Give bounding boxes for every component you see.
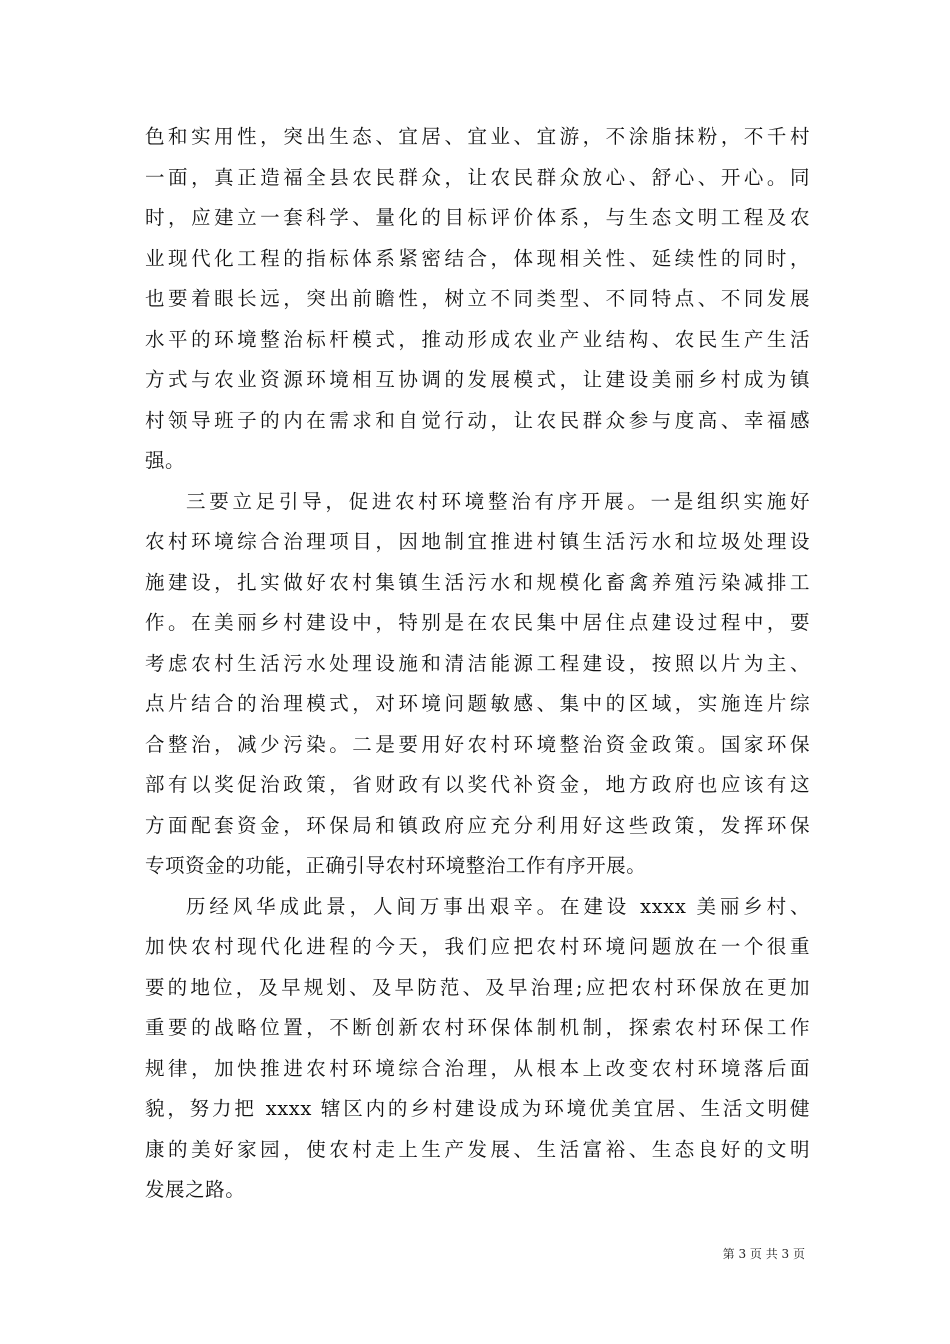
text-line: 村领导班子的内在需求和自觉行动，让农民群众参与度高、幸福感 [145, 408, 810, 432]
body-text [145, 117, 810, 1211]
text-line: 时，应建立一套科学、量化的目标评价体系，与生态文明工程及农 [145, 206, 810, 229]
text-line: 强。 [145, 449, 186, 472]
text-line: 部有以奖促治政策，省财政有以奖代补资金，地方政府也应该有这 [145, 773, 810, 796]
text-line: 方式与农业资源环境相互协调的发展模式，让建设美丽乡村成为镇 [145, 368, 810, 391]
text-line: 施建设，扎实做好农村集镇生活污水和规模化畜禽养殖污染减排工 [145, 570, 810, 594]
text-line: 重要的战略位置，不断创新农村环保体制机制，探索农村环保工作 [145, 1016, 810, 1039]
text-line: 点片结合的治理模式，对环境问题敏感、集中的区域，实施连片综 [145, 692, 810, 715]
text-line: 一面，真正造福全县农民群众，让农民群众放心、舒心、开心。同 [145, 165, 810, 189]
text-line: 貌，努力把 xxxx 辖区内的乡村建设成为环境优美宜居、生活文明健 [145, 1097, 810, 1120]
text-line: 水平的环境整治标杆模式，推动形成农业产业结构、农民生产生活 [145, 327, 810, 351]
text-line: 康的美好家园，使农村走上生产发展、生活富裕、生态良好的文明 [145, 1137, 810, 1161]
paragraph-first-line: 三要立足引导，促进农村环境整治有序开展。一是组织实施好 [186, 489, 810, 513]
text-line: 要的地位，及早规划、及早防范、及早治理;应把农村环保放在更加 [145, 975, 810, 999]
text-line: 加快农村现代化进程的今天，我们应把农村环境问题放在一个很重 [145, 935, 810, 958]
text-line: 也要着眼长远，突出前瞻性，树立不同类型、不同特点、不同发展 [145, 287, 810, 310]
text-line: 农村环境综合治理项目，因地制宜推进村镇生活污水和垃圾处理设 [145, 530, 810, 553]
paragraph-first-line: 历经风华成此景，人间万事出艰辛。在建设 xxxx 美丽乡村、 [186, 894, 810, 918]
text-line: 专项资金的功能，正确引导农村环境整治工作有序开展。 [145, 854, 647, 877]
text-line: 业现代化工程的指标体系紧密结合，体现相关性、延续性的同时， [145, 246, 810, 270]
text-line: 发展之路。 [145, 1178, 246, 1201]
page-number: 第 3 页 共 3 页 [722, 1247, 805, 1261]
text-line: 作。在美丽乡村建设中，特别是在农民集中居住点建设过程中，要 [145, 611, 810, 634]
text-line: 合整治，减少污染。二是要用好农村环境整治资金政策。国家环保 [145, 732, 810, 756]
text-line: 考虑农村生活污水处理设施和清洁能源工程建设，按照以片为主、 [145, 651, 810, 675]
text-line: 色和实用性，突出生态、宜居、宜业、宜游，不涂脂抹粉，不千村 [145, 125, 810, 148]
text-line: 规律，加快推进农村环境综合治理，从根本上改变农村环境落后面 [145, 1056, 810, 1080]
text-line: 方面配套资金，环保局和镇政府应充分利用好这些政策，发挥环保 [145, 813, 810, 837]
